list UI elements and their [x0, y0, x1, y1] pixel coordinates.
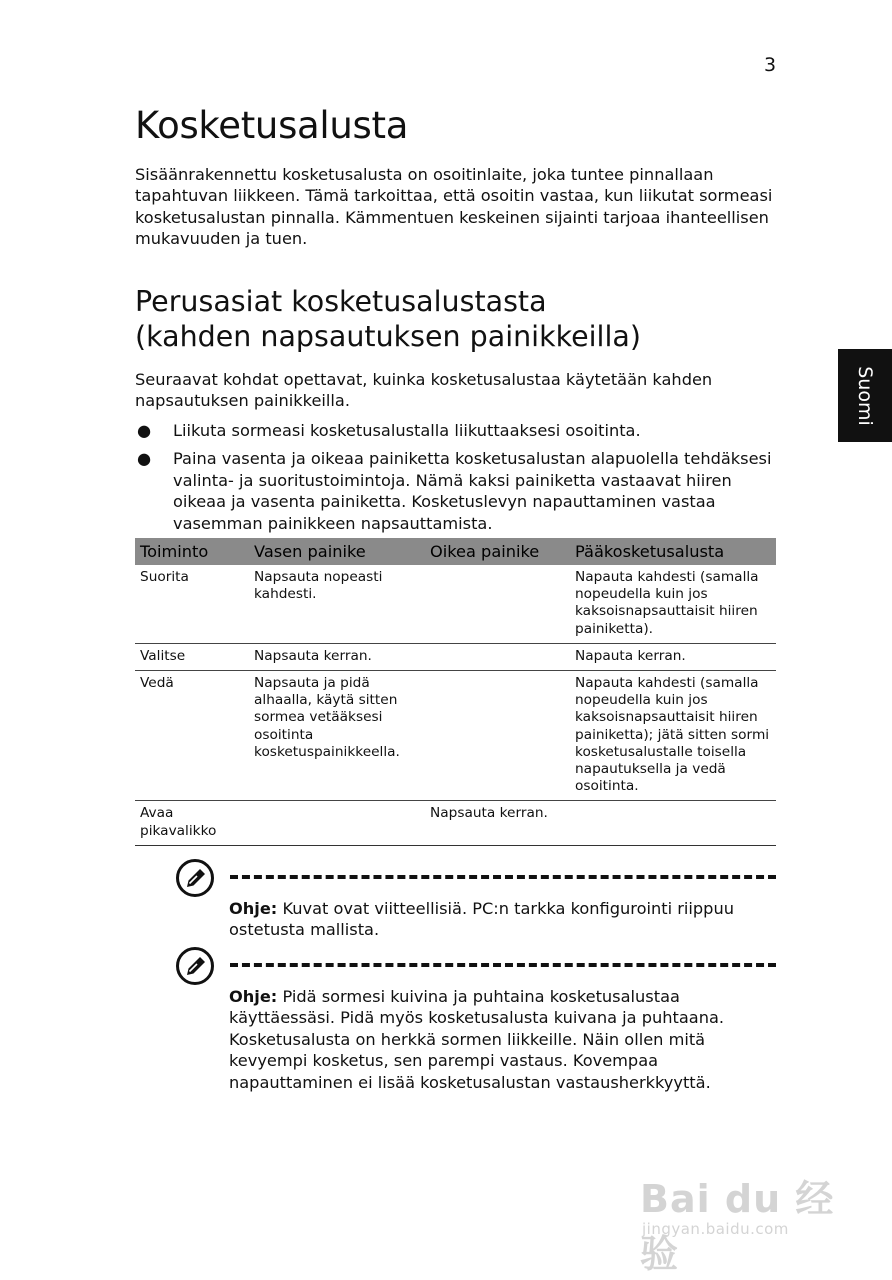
- table-cell: Napauta kahdesti (samalla nopeudella kuin jos kaksoisnapsauttaisit hiiren painiketta).: [570, 565, 776, 643]
- note-pen-icon: [175, 858, 215, 898]
- table-cell: Napauta kahdesti (samalla nopeudella kuin jos kaksoisnapsauttaisit hiiren painiketta); jätä sitten sormi kosketusalustalle toisella napautuksella ja vedä osoitinta.: [570, 671, 776, 801]
- dashed-divider: [230, 963, 776, 967]
- section-title-line-2: (kahden napsautuksen painikkeilla): [135, 320, 641, 353]
- language-tab: [838, 349, 892, 442]
- note-pen-icon: [175, 946, 215, 986]
- table-cell: [570, 801, 776, 845]
- table-cell: Avaa pikavalikko: [135, 801, 249, 845]
- bullet-icon: ●: [137, 421, 152, 440]
- table-header-cell: Pääkosketusalusta: [570, 538, 776, 565]
- table-header-cell: Toiminto: [135, 538, 249, 565]
- watermark-url: jingyan.baidu.com: [642, 1220, 789, 1238]
- bullet-list: [135, 420, 775, 541]
- table-cell: Valitse: [135, 643, 249, 670]
- bullet-text: Liikuta sormeasi kosketusalustalla liikuttaaksesi osoitinta.: [173, 421, 641, 440]
- watermark-logo: Bai du 经验: [640, 1177, 835, 1276]
- table-cell: Vedä: [135, 671, 249, 801]
- note-text: [229, 898, 749, 941]
- table-cell: [425, 643, 570, 670]
- language-tab-label: Suomi: [854, 365, 876, 426]
- note-label: Ohje:: [229, 899, 278, 918]
- table-cell: [425, 565, 570, 643]
- table-row: [135, 801, 776, 845]
- table-row: [135, 671, 776, 801]
- touchpad-actions-table: [135, 538, 776, 846]
- table-row: [135, 565, 776, 643]
- table-header-cell: Oikea painike: [425, 538, 570, 565]
- table-cell: Napsauta kerran.: [249, 643, 425, 670]
- table-cell: [249, 801, 425, 845]
- page-number: 3: [764, 54, 777, 76]
- section-title-line-1: Perusasiat kosketusalustasta: [135, 285, 547, 318]
- table-cell: Napauta kerran.: [570, 643, 776, 670]
- note-body: Pidä sormesi kuivina ja puhtaina kosketusalustaa käyttäessäsi. Pidä myös kosketusalusta kuivana ja puhtaana. Kosketusalusta on herkkä sormen liikkeille. Näin ollen mitä kevyempi kosketus, sen parempi vastaus. Kovempaa napauttaminen ei lisää kosketusalustan vastausherkkyyttä.: [229, 987, 725, 1092]
- table-header-row: [135, 538, 776, 565]
- bullet-item: [135, 448, 775, 534]
- table-cell: Napsauta kerran.: [425, 801, 570, 845]
- table-cell: [425, 671, 570, 801]
- bullet-icon: ●: [137, 449, 152, 469]
- dashed-divider: [230, 875, 776, 879]
- lead-paragraph: Seuraavat kohdat opettavat, kuinka kosketusalustaa käytetään kahden napsautuksen painikkeilla.: [135, 370, 713, 411]
- table-cell: Napsauta ja pidä alhaalla, käytä sitten sormea vetääksesi osoitinta kosketuspainikkeella.: [249, 671, 425, 801]
- table-header-cell: Vasen painike: [249, 538, 425, 565]
- intro-paragraph: Sisäänrakennettu kosketusalusta on osoitinlaite, joka tuntee pinnallaan tapahtuvan liikkeen. Tämä tarkoittaa, että osoitin vastaa, kun liikutat sormeasi kosketusalustan pinnalla. Kämmentuen keskeinen sijainti tarjoaa ihanteellisen mukavuuden ja tuen.: [135, 165, 773, 249]
- bullet-item: [135, 420, 775, 441]
- note-text: [229, 986, 749, 1093]
- baidu-watermark: [640, 1140, 840, 1276]
- table-cell: Suorita: [135, 565, 249, 643]
- bullet-text: Paina vasenta ja oikeaa painiketta kosketusalustan alapuolella tehdäksesi valinta- ja suoritustoimintoja. Nämä kaksi painiketta vastaavat hiiren oikeaa ja vasenta painiketta. Kosketuslevyn napauttaminen vastaa vasemman painikkeen napsauttamista.: [173, 449, 772, 533]
- section-title: [135, 284, 641, 354]
- note-body: Kuvat ovat viitteellisiä. PC:n tarkka konfigurointi riippuu ostetusta mallista.: [229, 899, 734, 940]
- table-cell: Napsauta nopeasti kahdesti.: [249, 565, 425, 643]
- note-label: Ohje:: [229, 987, 278, 1006]
- page-title: Kosketusalusta: [135, 104, 409, 147]
- table-row: [135, 643, 776, 670]
